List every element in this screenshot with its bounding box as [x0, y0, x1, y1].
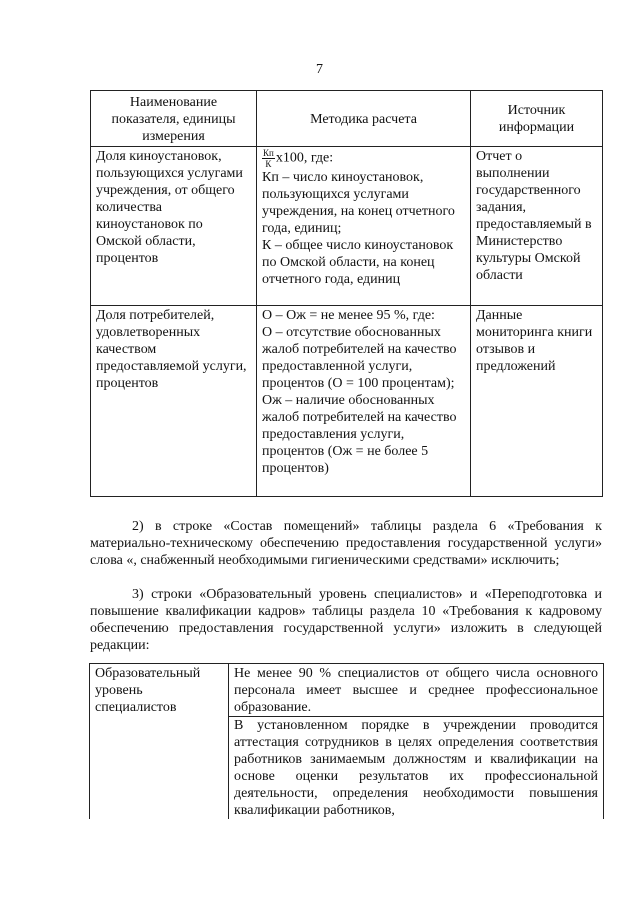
requirement-text-2: В установленном порядке в учреждении проводится аттестация сотрудников в целях определения соответствия работников занимаемым должностям и квалификации на основе оценки результатов их профессиональной деятельности, определения необходимости повышения квалификации работников,: [229, 716, 603, 819]
formula-numerator: Кп: [263, 148, 274, 158]
header-information-source: Источник информации: [471, 91, 603, 147]
indicators-table: [90, 90, 603, 497]
table-row: [91, 306, 603, 497]
requirement-label: Образовательный уровень специалистов: [90, 664, 229, 820]
table-row: [90, 664, 604, 820]
indicator-name: Доля потребителей, удовлетворенных качеством предоставляемой услуги, процентов: [91, 306, 257, 497]
staff-requirements-table: [89, 663, 604, 819]
calculation-method: [257, 147, 471, 306]
page-number: 7: [316, 62, 323, 77]
header-indicator-name: Наименование показателя, единицы измерения: [91, 91, 257, 147]
table-header-row: [91, 91, 603, 147]
table-row: [91, 147, 603, 306]
information-source: Отчет о выполнении государственного задания, предоставляемый в Министерство культуры Омской области: [471, 147, 603, 306]
indicator-name: Доля киноустановок, пользующихся услугами учреждения, от общего количества киноустановок по Омской области, процентов: [91, 147, 257, 306]
method-text: Кп – число киноустановок, пользующихся услугами учреждения, на конец отчетного года, единиц; К – общее число киноустановок по Омской области, на конец отчетного года, единиц: [262, 170, 455, 287]
formula-denominator: К: [265, 159, 272, 169]
calculation-method: О – Ож = не менее 95 %, где: О – отсутствие обоснованных жалоб потребителей на качество предоставленной услуги, процентов (О = 100 процентам); Ож – наличие обоснованных жалоб потребителей на качество предоставления услуги, процентов (Ож = не более 5 процентов): [257, 306, 471, 497]
information-source: Данные мониторинга книги отзывов и предложений: [471, 306, 603, 497]
paragraph-item-2: 2) в строке «Состав помещений» таблицы раздела 6 «Требования к материально-техническому обеспечению предоставления государственной услуги» слова «, снабженный необходимыми гигиеническими средствами» исключить;: [90, 519, 602, 568]
formula-fraction: [262, 148, 275, 169]
requirement-text: [229, 664, 604, 820]
paragraph-item-3: 3) строки «Образовательный уровень специалистов» и «Переподготовка и повышение квалификации кадров» таблицы раздела 10 «Требования к кадровому обеспечению предоставления государственной услуги» изложить в следующей редакции:: [90, 587, 602, 653]
requirement-text-1: Не менее 90 % специалистов от общего числа основного персонала имеет высшее и среднее профессиональное образование.: [234, 666, 598, 715]
header-calculation-method: Методика расчета: [257, 91, 471, 147]
formula-suffix: x100, где:: [275, 150, 334, 166]
